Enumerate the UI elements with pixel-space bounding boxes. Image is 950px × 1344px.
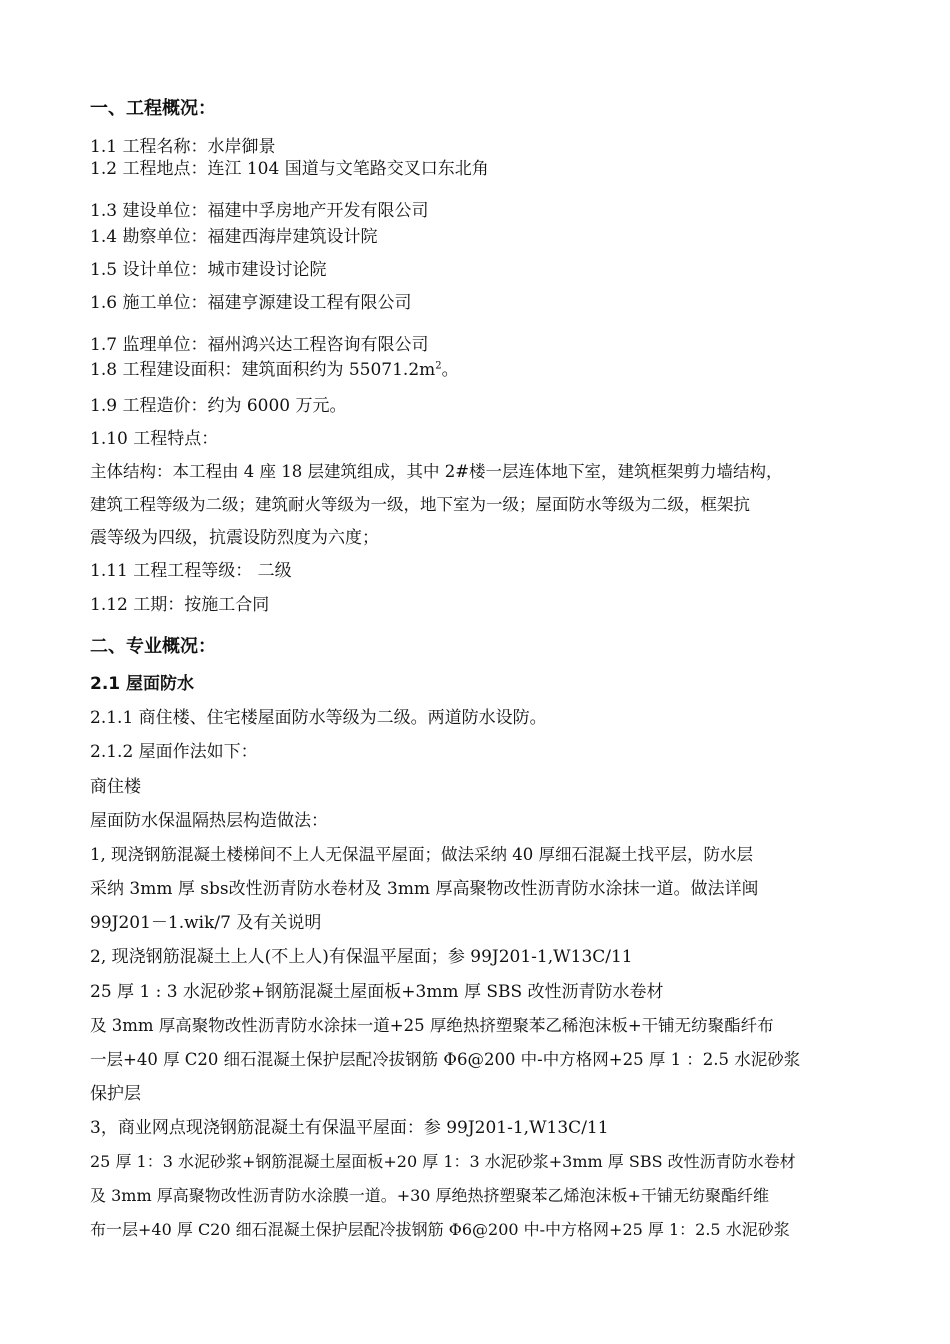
paragraph-line: 采纳 3mm 厚 sbs改性沥青防水卷材及 3mm 厚高聚物改性沥青防水涂抹一道。做法详闽 <box>90 879 759 899</box>
project-duration: 1.12 工期：按施工合同 <box>90 595 270 615</box>
paragraph-line: 1, 现浇钢筋混凝土楼梯间不上人无保温平屋面；做法采纳 40 厚细石混凝土找平层，防水层 <box>90 845 753 864</box>
paragraph-line: 一层+40 厚 C20 细石混凝土保护层配冷拔钢筋 Φ6@200 中-中方格网+25 厚 1 ：2.5 水泥砂浆 <box>90 1050 801 1069</box>
paragraph-line: 布一层+40 厚 C20 细石混凝土保护层配冷拔钢筋 Φ6@200 中-中方格网+25 厚 1：2.5 水泥砂浆 <box>90 1220 790 1239</box>
section-2-heading: 二、专业概况： <box>90 636 216 657</box>
building-area <box>90 359 459 381</box>
project-cost: 1.9 工程造价：约为 6000 万元。 <box>90 396 347 416</box>
paragraph-line: 及 3mm 厚高聚物改性沥青防水涂抹一道+25 厚绝热挤塑聚苯乙稀泡沫板+干铺无纺聚酯纤布 <box>90 1016 774 1035</box>
supervision-unit: 1.7 监理单位：福州鸿兴达工程咨询有限公司 <box>90 335 429 355</box>
paragraph-line: 保护层 <box>90 1084 141 1104</box>
building-area-unit-exponent: 2 <box>435 360 442 372</box>
features-label: 1.10 工程特点： <box>90 429 219 449</box>
paragraph-line: 99J201－1.wik/7 及有关说明 <box>90 913 322 933</box>
paragraph-line: 及 3mm 厚高聚物改性沥青防水涂膜一道。+30 厚绝热挤塑聚苯乙烯泡沫板+干铺无纺聚酯纤维 <box>90 1186 769 1205</box>
paragraph-line: 25 厚 1 : 3 水泥砂浆+钢筋混凝土屋面板+3mm 厚 SBS 改性沥青防水卷材 <box>90 982 664 1002</box>
project-location: 1.2 工程地点：连江 104 国道与文笔路交叉口东北角 <box>90 159 489 179</box>
section-1-heading: 一、工程概况： <box>90 98 216 119</box>
construction-unit: 1.3 建设单位：福建中孚房地产开发有限公司 <box>90 201 429 221</box>
contractor-unit: 1.6 施工单位：福建亨源建设工程有限公司 <box>90 293 412 313</box>
features-line: 主体结构：本工程由 4 座 18 层建筑组成，其中 2#楼一层连体地下室，建筑框架剪力墙结构， <box>90 462 783 481</box>
subsection-roof-waterproofing: 2.1 屋面防水 <box>90 674 195 694</box>
paragraph-line: 商住楼 <box>90 777 141 797</box>
features-line: 建筑工程等级为二级；建筑耐火等级为一级，地下室为一级；屋面防水等级为二级，框架抗 <box>90 495 750 514</box>
paragraph-line: 屋面防水保温隔热层构造做法： <box>90 811 328 831</box>
paragraph-line: 2.1.1 商住楼、住宅楼屋面防水等级为二级。两道防水设防。 <box>90 708 547 728</box>
project-name: 1.1 工程名称：水岸御景 <box>90 137 276 157</box>
paragraph-line: 2, 现浇钢筋混凝土上人(不上人)有保温平屋面；参 99J201-1,W13C/11 <box>90 947 633 967</box>
design-unit: 1.5 设计单位：城市建设讨论院 <box>90 260 327 280</box>
paragraph-line: 3，商业网点现浇钢筋混凝土有保温平屋面：参 99J201-1,W13C/11 <box>90 1118 609 1138</box>
building-area-suffix: 。 <box>441 360 459 380</box>
features-line: 震等级为四级，抗震设防烈度为六度； <box>90 528 379 548</box>
project-grade: 1.11 工程工程等级： 二级 <box>90 561 292 581</box>
building-area-text: 1.8 工程建设面积：建筑面积约为 55071.2m <box>90 360 436 380</box>
survey-unit: 1.4 勘察单位：福建西海岸建筑设计院 <box>90 227 378 247</box>
paragraph-line: 2.1.2 屋面作法如下： <box>90 742 258 762</box>
paragraph-line: 25 厚 1：3 水泥砂浆+钢筋混凝土屋面板+20 厚 1：3 水泥砂浆+3mm 厚 SBS 改性沥青防水卷材 <box>90 1152 796 1171</box>
